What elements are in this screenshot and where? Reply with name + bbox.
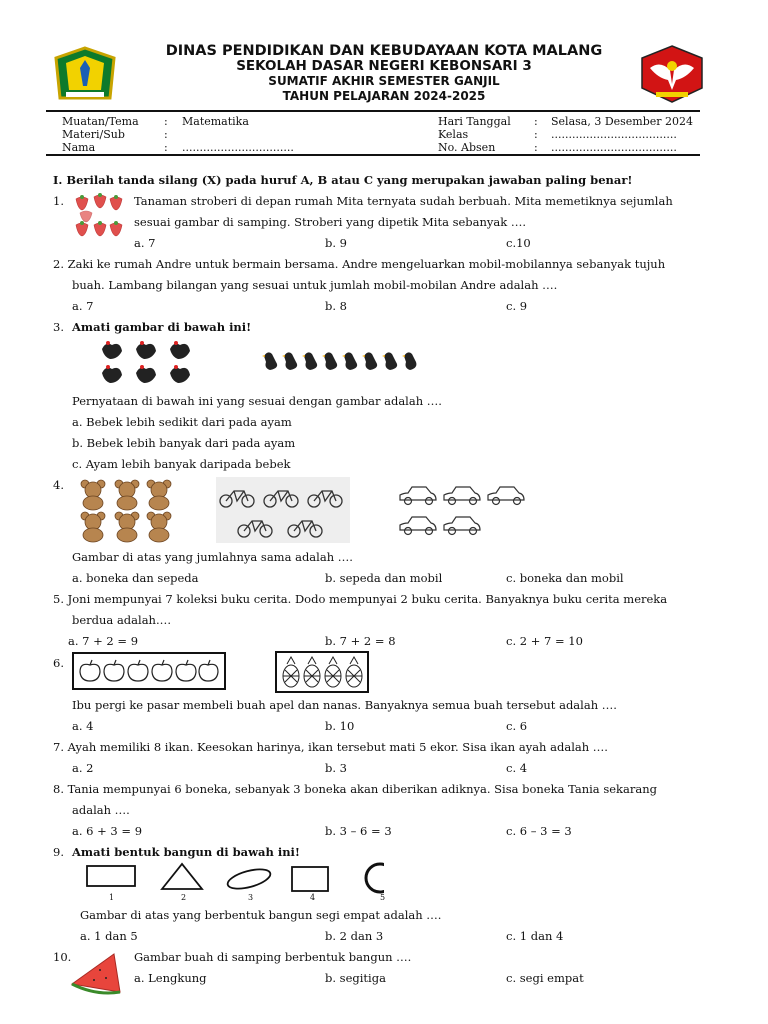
q2-option-c[interactable]: c. 9 (506, 299, 528, 313)
q1-stem-line2: sesuai gambar di samping. Stroberi yang dipetik Mita sebanyak …. (134, 215, 527, 229)
q7-stem: 7. Ayah memiliki 8 ikan. Keesokan harinya, ikan tersebut mati 5 ekor. Sisa ikan ayah adalah …. (53, 740, 608, 754)
triangle-shape (162, 864, 202, 889)
nama-value: ................................ (182, 141, 294, 154)
apple-box (72, 652, 226, 690)
q3-option-a[interactable]: a. Bebek lebih sedikit dari pada ayam (72, 415, 292, 429)
hari-value: Selasa, 3 Desember 2024 (551, 115, 694, 128)
colon: : (164, 141, 168, 154)
q10-option-a[interactable]: a. Lengkung (134, 971, 207, 985)
exam-title: SUMATIF AKHIR SEMESTER GANJIL (268, 74, 500, 88)
agency-title: DINAS PENDIDIKAN DAN KEBUDAYAAN KOTA MALANG (165, 43, 603, 59)
colon: : (534, 128, 538, 141)
colon: : (164, 128, 168, 141)
q7-option-a[interactable]: a. 2 (72, 761, 94, 775)
q3-stem: Pernyataan di bawah ini yang sesuai dengan gambar adalah …. (72, 394, 442, 408)
muatan-label: Muatan/Tema (62, 115, 139, 128)
q8-stem-line2: adalah …. (72, 803, 130, 817)
ellipse-shape (226, 866, 273, 893)
q1-option-c[interactable]: c.10 (506, 236, 531, 250)
q1-option-b[interactable]: b. 9 (325, 236, 347, 250)
shape-label-4: 4 (310, 893, 316, 902)
q3-option-b[interactable]: b. Bebek lebih banyak dari pada ayam (72, 436, 296, 450)
shape-label-5: 5 (380, 893, 386, 902)
q3-option-c[interactable]: c. Ayam lebih banyak daripada bebek (72, 457, 291, 471)
q4-option-a[interactable]: a. boneka dan sepeda (72, 571, 199, 585)
q4-option-b[interactable]: b. sepeda dan mobil (325, 571, 443, 585)
q2-option-a[interactable]: a. 7 (72, 299, 94, 313)
kelas-value: .................................... (551, 128, 677, 141)
q7-option-b[interactable]: b. 3 (325, 761, 347, 775)
absen-label: No. Absen (438, 141, 496, 154)
q10-stem: Gambar buah di samping berbentuk bangun …. (134, 950, 412, 964)
q8-stem-line1: 8. Tania mempunyai 6 boneka, sebanyak 3 boneka akan diberikan adiknya. Sisa boneka Tania sekarang (53, 782, 657, 796)
q10-number: 10. (53, 950, 72, 964)
watermelon-slice-icon (68, 950, 126, 996)
duck-icon (262, 348, 418, 374)
kelas-label: Kelas (438, 128, 469, 141)
q10-option-b[interactable]: b. segitiga (325, 971, 386, 985)
q7-option-c[interactable]: c. 4 (506, 761, 528, 775)
q8-option-c[interactable]: c. 6 – 3 = 3 (506, 824, 572, 838)
q9-title: Amati bentuk bangun di bawah ini! (72, 845, 300, 859)
q8-option-a[interactable]: a. 6 + 3 = 9 (72, 824, 143, 838)
q1-stem-line1: Tanaman stroberi di depan rumah Mita ternyata sudah berbuah. Mita memetiknya sejumlah (134, 194, 673, 208)
q3-title: Amati gambar di bawah ini! (72, 320, 252, 334)
q9-number: 9. (53, 845, 64, 859)
header-rule-bottom (46, 154, 700, 156)
q4-option-c[interactable]: c. boneka dan mobil (506, 571, 624, 585)
teddy-bear-icon (78, 478, 176, 544)
q4-number: 4. (53, 478, 64, 492)
q2-stem-line2: buah. Lambang bilangan yang sesuai untuk jumlah mobil-mobilan Andre adalah …. (72, 278, 558, 292)
section-instruction: I. Berilah tanda silang (X) pada huruf A, B atau C yang merupakan jawaban paling benar! (53, 173, 633, 187)
q5-stem-line2: berdua adalah.… (72, 613, 172, 627)
rectangle-shape (87, 866, 135, 886)
academic-year: TAHUN PELAJARAN 2024-2025 (282, 89, 486, 103)
q5-option-a[interactable]: a. 7 + 2 = 9 (68, 634, 139, 648)
q9-option-c[interactable]: c. 1 dan 4 (506, 929, 564, 943)
q4-stem: Gambar di atas yang jumlahnya sama adalah …. (72, 550, 353, 564)
q6-option-a[interactable]: a. 4 (72, 719, 94, 733)
colon: : (534, 115, 538, 128)
school-name: SEKOLAH DASAR NEGERI KEBONSARI 3 (236, 58, 532, 74)
shape-label-3: 3 (248, 893, 254, 902)
header-rule-top (46, 110, 700, 112)
q5-stem-line1: 5. Joni mempunyai 7 koleksi buku cerita. Dodo mempunyai 2 buku cerita. Banyaknya buku cerita mereka (53, 592, 668, 606)
q6-stem: Ibu pergi ke pasar membeli buah apel dan nanas. Banyaknya semua buah tersebut adalah …. (72, 698, 617, 712)
square-shape (292, 867, 328, 891)
q1-option-a[interactable]: a. 7 (134, 236, 156, 250)
pineapple-icon (281, 656, 365, 688)
absen-value: .................................... (551, 141, 677, 154)
bicycle-icon (216, 477, 350, 543)
muatan-value: Matematika (182, 115, 249, 128)
strawberry-icon (72, 193, 128, 245)
rooster-icon (98, 339, 198, 387)
q9-option-a[interactable]: a. 1 dan 5 (80, 929, 138, 943)
q6-number: 6. (53, 656, 64, 670)
document-header (0, 44, 768, 104)
hari-label: Hari Tanggal (438, 115, 511, 128)
q6-option-b[interactable]: b. 10 (325, 719, 355, 733)
shape-label-1: 1 (109, 893, 115, 902)
q5-option-b[interactable]: b. 7 + 2 = 8 (325, 634, 396, 648)
q5-option-c[interactable]: c. 2 + 7 = 10 (506, 634, 583, 648)
apple-icon (78, 659, 220, 683)
car-icon (396, 480, 528, 542)
colon: : (534, 141, 538, 154)
q2-option-b[interactable]: b. 8 (325, 299, 347, 313)
q10-option-c[interactable]: c. segi empat (506, 971, 584, 985)
q1-number: 1. (53, 194, 64, 208)
q9-stem: Gambar di atas yang berbentuk bangun segi empat adalah …. (80, 908, 442, 922)
q2-stem-line1: 2. Zaki ke rumah Andre untuk bermain bersama. Andre mengeluarkan mobil-mobilannya sebanyak tujuh (53, 257, 666, 271)
circle-shape (366, 864, 384, 892)
nama-label: Nama (62, 141, 96, 154)
q6-option-c[interactable]: c. 6 (506, 719, 528, 733)
pineapple-box (275, 651, 369, 693)
q8-option-b[interactable]: b. 3 – 6 = 3 (325, 824, 392, 838)
q3-number: 3. (53, 320, 64, 334)
shape-label-2: 2 (181, 893, 187, 902)
geometric-shapes (84, 862, 384, 904)
q9-option-b[interactable]: b. 2 dan 3 (325, 929, 384, 943)
materi-label: Materi/Sub (62, 128, 125, 141)
colon: : (164, 115, 168, 128)
